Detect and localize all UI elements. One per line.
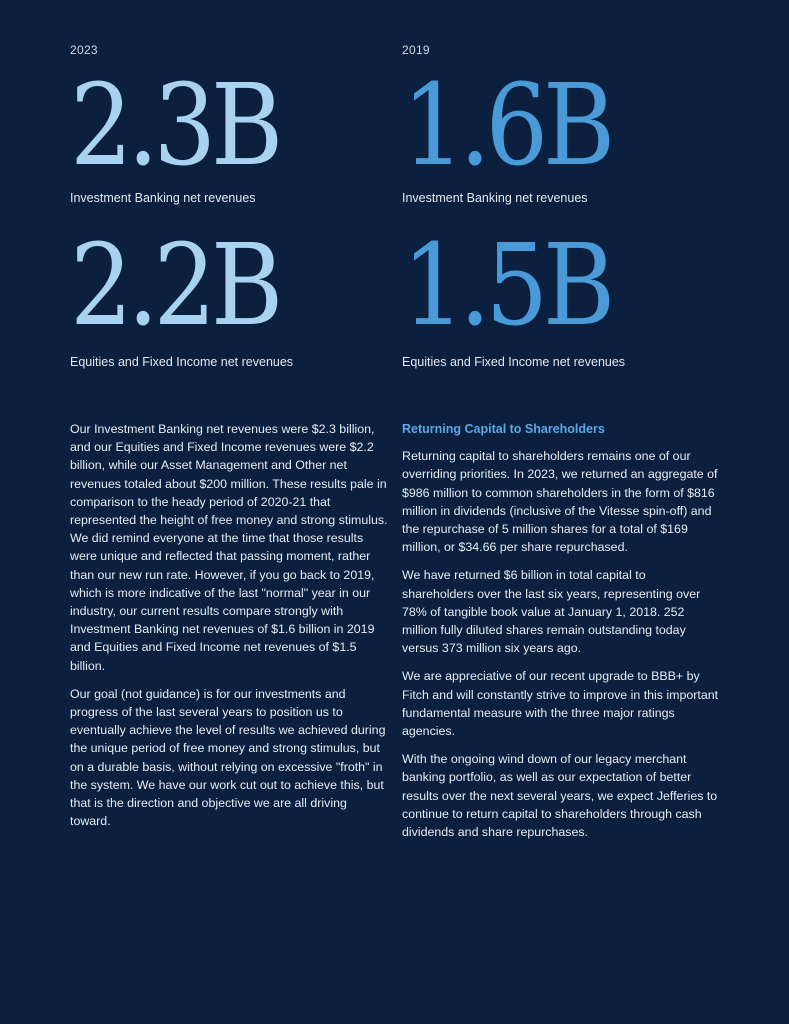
ib-revenue-2023: 2.3B bbox=[70, 61, 279, 191]
ib-revenue-label-2019: Investment Banking net revenues bbox=[402, 191, 588, 205]
ib-revenue-label-2023: Investment Banking net revenues bbox=[70, 191, 256, 205]
section-heading: Returning Capital to Shareholders bbox=[402, 422, 605, 436]
efi-revenue-2019: 1.5B bbox=[402, 221, 611, 351]
left-paragraph-1: Our Investment Banking net revenues were $2.3 billion, and our Equities and Fixed Income revenues were $2.2 billion, while our Asset Management and Other net revenues totaled about $200 million. These results pale in comparison to the heady period of 2020-21 that represented the height of free money and strong stimulus. We did remind everyone at the time that those results were unique and reflected that passing moment, rather than our new run rate. However, if you go back to 2019, which is more indicative of the last "normal" year in our industry, our current results compare strongly with Investment Banking net revenues of $1.6 billion in 2019 and Equities and Fixed Income net revenues of $1.5 billion. bbox=[70, 422, 388, 673]
right-paragraph-2: We have returned $6 billion in total capital to shareholders over the last six years, representing over 78% of tangible book value at January 1, 2018. 252 million fully diluted shares remain outstanding today versus 373 million six years ago. bbox=[402, 568, 701, 656]
right-paragraph-4: With the ongoing wind down of our legacy merchant banking portfolio, as well as our expectation of better results over the next several years, we expect Jefferies to continue to return capital to shareholders through cash dividends and share repurchases. bbox=[402, 752, 718, 840]
year-label-2019: 2019 bbox=[402, 43, 430, 57]
left-paragraph-2: Our goal (not guidance) is for our investments and progress of the last several years to position us to eventually achieve the level of results we achieved during the unique period of free money and strong stimulus, but on a durable basis, without relying on excessive "froth" in the system. We have our work cut out to achieve this, but that is the direction and objective we are all driving toward. bbox=[70, 686, 386, 829]
left-text-column bbox=[70, 420, 388, 840]
right-paragraph-1: Returning capital to shareholders remains one of our overriding priorities. In 2023, we returned an aggregate of $986 million to common shareholders in the form of $816 million in dividends (inclusive of the Vitesse spin-off) and the repurchase of 5 million shares for a total of $169 million, or $34.66 per share repurchased. bbox=[402, 449, 718, 555]
efi-revenue-label-2019: Equities and Fixed Income net revenues bbox=[402, 355, 626, 369]
ib-revenue-2019: 1.6B bbox=[402, 61, 611, 191]
efi-revenue-label-2023: Equities and Fixed Income net revenues bbox=[70, 355, 294, 369]
year-label-2023: 2023 bbox=[70, 43, 98, 57]
right-paragraph-3: We are appreciative of our recent upgrade to BBB+ by Fitch and will constantly strive to improve in this important fundamental measure with the three major ratings agencies. bbox=[402, 669, 719, 739]
right-text-column bbox=[402, 420, 720, 851]
efi-revenue-2023: 2.2B bbox=[70, 221, 279, 351]
